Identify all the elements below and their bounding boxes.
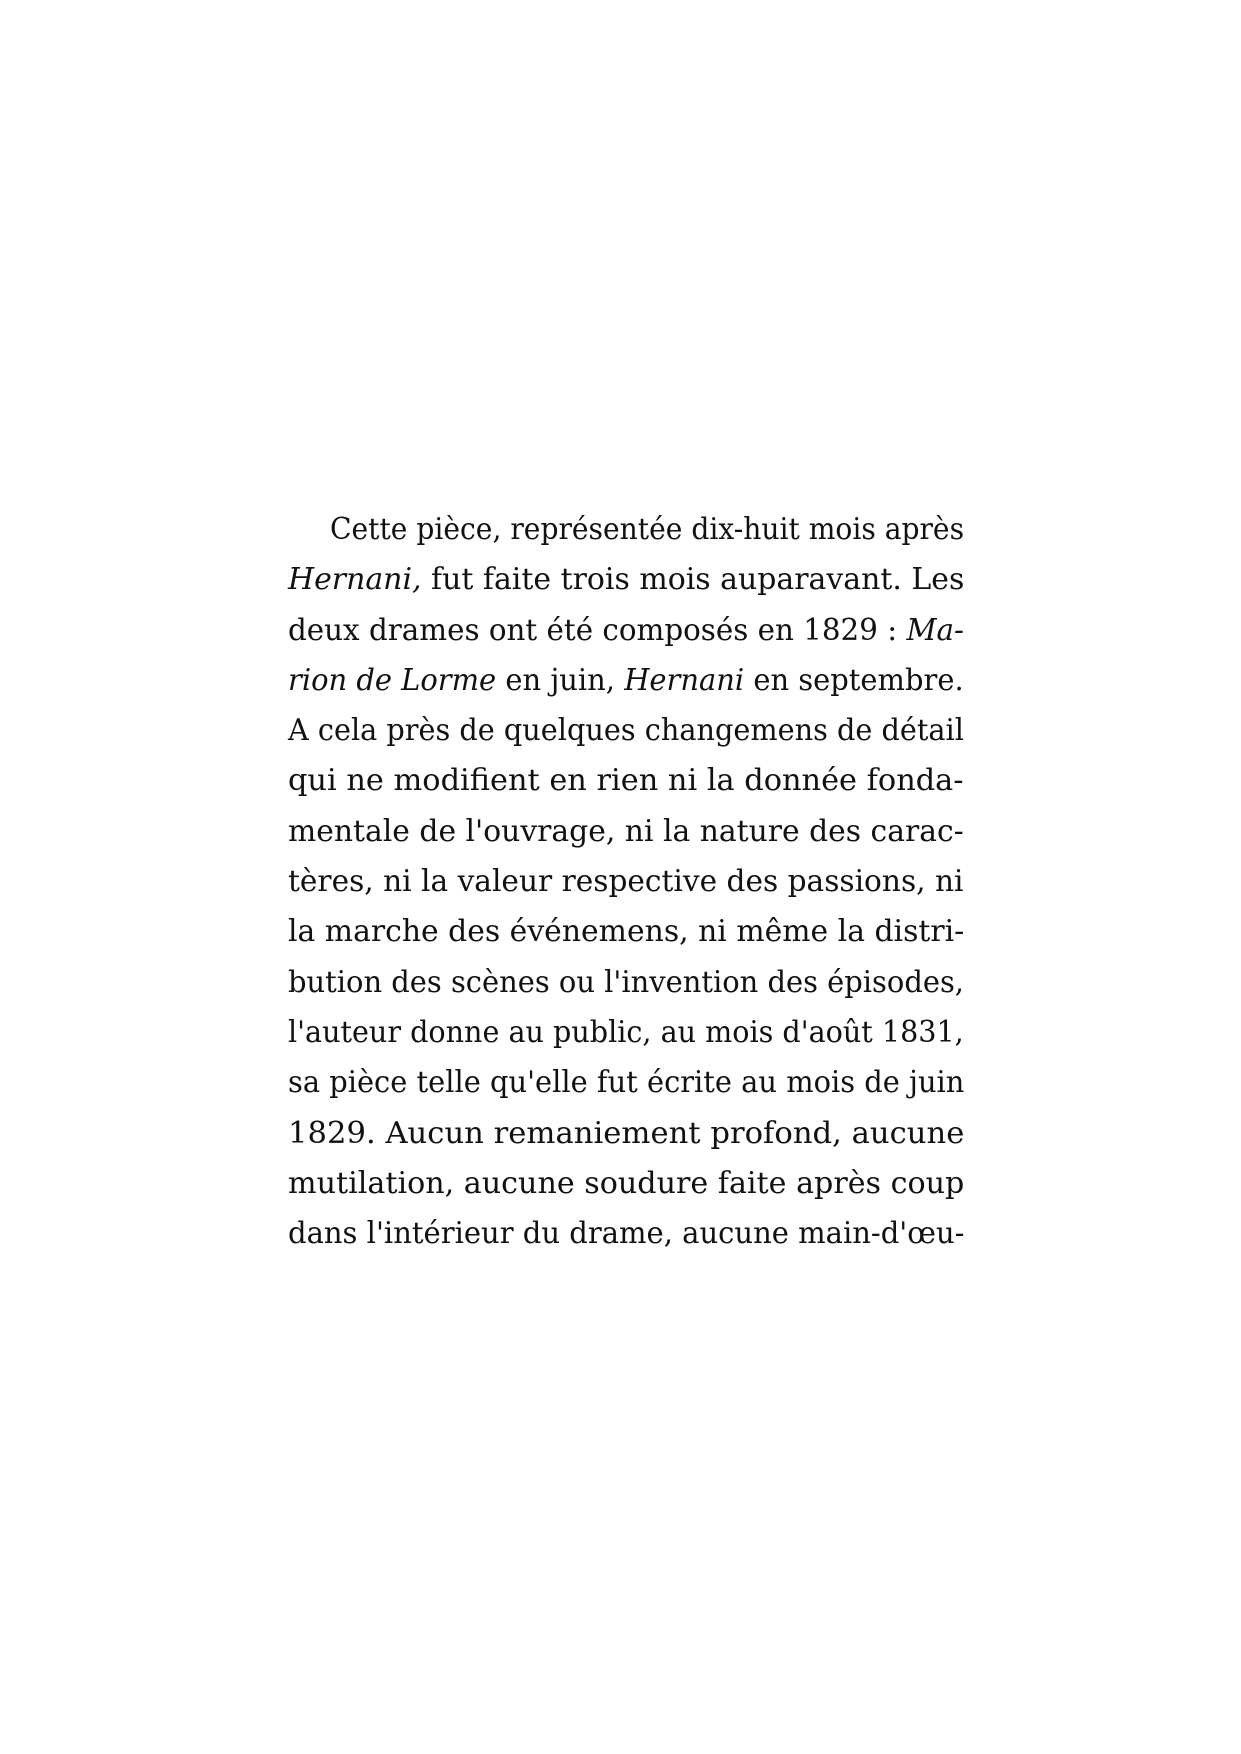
italic-title: Ma- — [906, 612, 964, 648]
text-line — [288, 963, 964, 1013]
body-text — [288, 510, 964, 1264]
text-segment: mentale de l'ouvrage, ni la nature des carac- — [288, 813, 964, 849]
italic-title: Hernani, — [288, 562, 422, 598]
text-line — [288, 661, 964, 711]
text-line — [288, 761, 964, 811]
text-segment: dans l'intérieur du drame, aucune main-d'œu- — [288, 1216, 965, 1252]
text-segment: l'auteur donne au public, au mois d'août 1831, — [288, 1014, 964, 1050]
text-line — [288, 1063, 964, 1113]
text-segment: qui ne modifient en rien ni la donnée fonda- — [288, 763, 964, 799]
text-segment: bution des scènes ou l'invention des épisodes, — [288, 964, 965, 1000]
text-line — [288, 560, 964, 610]
text-line — [288, 812, 964, 862]
text-segment: la marche des événemens, ni même la distri- — [288, 914, 965, 950]
text-line — [288, 1164, 964, 1214]
text-segment: deux drames ont été composés en 1829 : — [288, 612, 907, 648]
text-segment: sa pièce telle qu'elle fut écrite au mois de juin — [288, 1065, 965, 1101]
text-segment: en juin, — [496, 662, 625, 698]
text-segment: mutilation, aucune soudure faite après coup — [288, 1165, 965, 1201]
italic-title: Hernani — [624, 662, 745, 698]
text-line — [288, 611, 964, 661]
text-line — [288, 1114, 964, 1164]
text-line — [288, 711, 964, 761]
italic-title: rion de Lorme — [288, 662, 497, 698]
text-line — [288, 1013, 964, 1063]
text-segment: A cela près de quelques changemens de détail — [288, 713, 964, 749]
text-segment: Cette pièce, représentée dix-huit mois après — [330, 512, 965, 547]
text-line — [288, 912, 964, 962]
text-segment: tères, ni la valeur respective des passions, ni — [288, 864, 964, 900]
text-line — [288, 1214, 964, 1264]
text-line — [288, 862, 964, 912]
text-segment: fut faite trois mois auparavant. Les — [421, 562, 965, 598]
text-line — [288, 510, 964, 560]
text-segment: 1829. Aucun remaniement profond, aucune — [288, 1115, 965, 1151]
text-segment: en septembre. — [744, 662, 964, 698]
